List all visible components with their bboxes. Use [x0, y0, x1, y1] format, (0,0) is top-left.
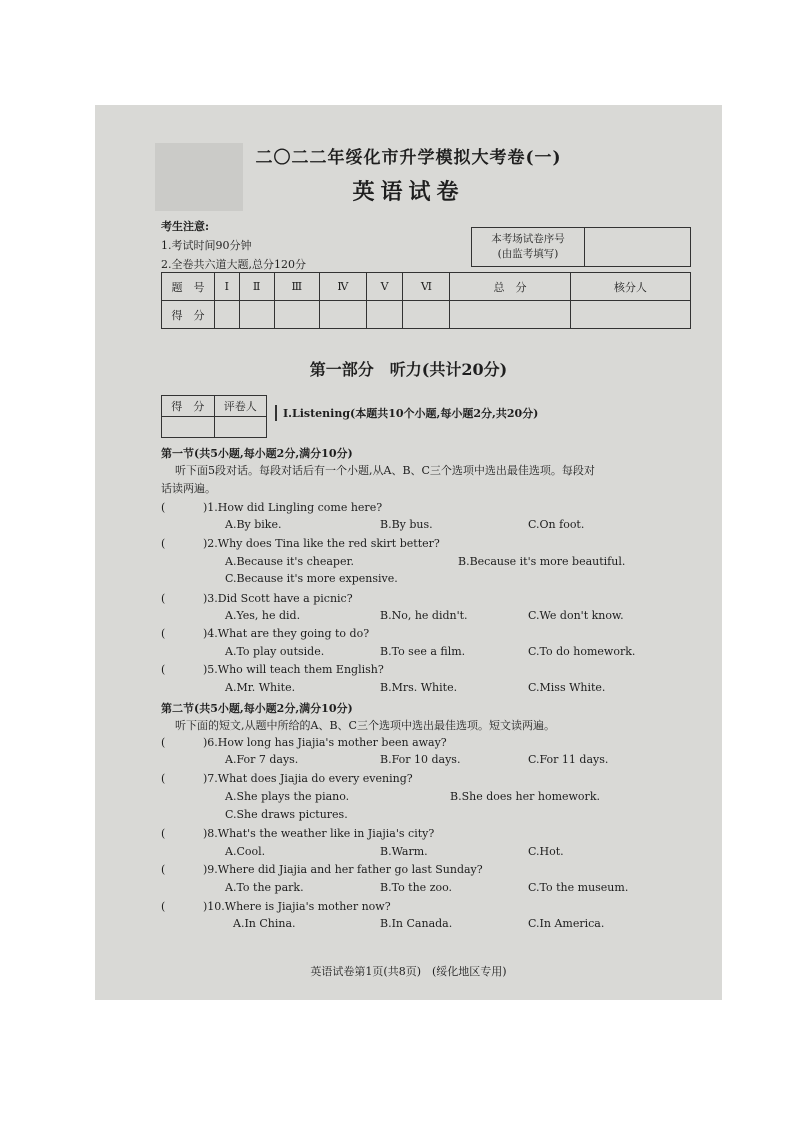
option-c: C.Miss White.: [528, 681, 606, 694]
serial-blank: [585, 228, 691, 267]
serial-label: 本考场试卷序号 (由监考填写): [472, 228, 585, 267]
question-text: )8.What's the weather like in Jiajia's city?: [203, 827, 435, 840]
answer-paren: (: [161, 592, 166, 605]
score-header-cell: Ⅵ: [403, 273, 450, 301]
option-b: B.In Canada.: [380, 917, 453, 930]
score-table-header-row: [162, 273, 691, 301]
score-header-cell: 核分人: [570, 273, 690, 301]
question-text: )9.Where did Jiajia and her father go last Sunday?: [203, 863, 483, 876]
page-footer: 英语试卷第1页(共8页) (绥化地区专用): [310, 965, 507, 978]
option-c: C.We don't know.: [528, 609, 624, 622]
notice-heading: 考生注意:: [161, 220, 210, 233]
option-b: B.For 10 days.: [380, 753, 461, 766]
option-a: A.Mr. White.: [225, 681, 296, 694]
option-c: C.Because it's more expensive.: [225, 572, 398, 585]
question-text: )1.How did Lingling come here?: [203, 501, 383, 514]
serial-number-box: [471, 227, 691, 267]
question-text: )4.What are they going to do?: [203, 627, 370, 640]
option-b: B.No, he didn't.: [380, 609, 468, 622]
question-text: )7.What does Jiajia do every evening?: [203, 772, 413, 785]
section-two-title: 第二节(共5小题,每小题2分,满分10分): [161, 702, 353, 715]
option-c: C.In America.: [528, 917, 605, 930]
option-b: B.To the zoo.: [380, 881, 453, 894]
answer-paren: (: [161, 501, 166, 514]
answer-paren: (: [161, 627, 166, 640]
option-c: C.On foot.: [528, 518, 585, 531]
listening-heading: Ⅰ.Listening(本题共10个小题,每小题2分,共20分): [275, 405, 538, 421]
score-header-cell: Ⅰ: [215, 273, 240, 301]
score-row-label: 得 分: [162, 301, 215, 329]
part-one-title: 第一部分 听力(共计20分): [309, 360, 508, 379]
score-header-cell: 总 分: [450, 273, 570, 301]
score-header-cell: Ⅴ: [366, 273, 403, 301]
option-b: B.By bus.: [380, 518, 433, 531]
option-a: A.Because it's cheaper.: [225, 555, 355, 568]
notice-line: 2.全卷共六道大题,总分120分: [161, 258, 306, 271]
option-a: A.For 7 days.: [225, 753, 299, 766]
score-header-cell: Ⅲ: [274, 273, 319, 301]
answer-paren: (: [161, 900, 166, 913]
option-c: C.She draws pictures.: [225, 808, 348, 821]
option-a: A.To the park.: [225, 881, 304, 894]
question-text: )2.Why does Tina like the red skirt better?: [203, 537, 440, 550]
option-a: A.In China.: [233, 917, 296, 930]
grader-score-label: 得 分: [162, 396, 215, 417]
score-header-cell: Ⅱ: [239, 273, 274, 301]
section-two-instruction: 听下面的短文,从题中所给的A、B、C三个选项中选出最佳选项。短文读两遍。: [175, 719, 555, 732]
notice-line: 1.考试时间90分钟: [161, 239, 252, 252]
score-table: [161, 272, 691, 329]
option-b: B.To see a film.: [380, 645, 466, 658]
option-a: A.By bike.: [225, 518, 282, 531]
option-c: C.Hot.: [528, 845, 564, 858]
option-a: A.Yes, he did.: [225, 609, 301, 622]
answer-paren: (: [161, 772, 166, 785]
question-text: )10.Where is Jiajia's mother now?: [203, 900, 391, 913]
option-b: B.Warm.: [380, 845, 428, 858]
section-one-title: 第一节(共5小题,每小题2分,满分10分): [161, 447, 353, 460]
grader-name-label: 评卷人: [214, 396, 267, 417]
option-a: A.To play outside.: [225, 645, 325, 658]
answer-paren: (: [161, 863, 166, 876]
option-a: A.She plays the piano.: [225, 790, 350, 803]
option-c: C.To the museum.: [528, 881, 629, 894]
score-table-score-row: [162, 301, 691, 329]
answer-paren: (: [161, 663, 166, 676]
exam-title: 二〇二二年绥化市升学模拟大考卷(一): [255, 148, 562, 168]
grader-box: [161, 395, 267, 438]
answer-paren: (: [161, 736, 166, 749]
option-b: B.She does her homework.: [450, 790, 600, 803]
score-header-cell: Ⅳ: [320, 273, 367, 301]
question-text: )3.Did Scott have a picnic?: [203, 592, 353, 605]
option-c: C.For 11 days.: [528, 753, 609, 766]
exam-subtitle: 英语试卷: [352, 179, 465, 205]
answer-paren: (: [161, 537, 166, 550]
answer-paren: (: [161, 827, 166, 840]
option-b: B.Because it's more beautiful.: [458, 555, 626, 568]
exam-page: [95, 105, 722, 1000]
question-text: )6.How long has Jiajia's mother been away?: [203, 736, 447, 749]
option-b: B.Mrs. White.: [380, 681, 458, 694]
section-one-instruction: 听下面5段对话。每段对话后有一个小题,从A、B、C三个选项中选出最佳选项。每段对: [175, 464, 595, 477]
option-a: A.Cool.: [225, 845, 266, 858]
question-text: )5.Who will teach them English?: [203, 663, 384, 676]
candidate-notice: [161, 217, 306, 274]
option-c: C.To do homework.: [528, 645, 636, 658]
score-header-cell: 题 号: [162, 273, 215, 301]
section-one-instruction: 话读两遍。: [161, 482, 216, 495]
